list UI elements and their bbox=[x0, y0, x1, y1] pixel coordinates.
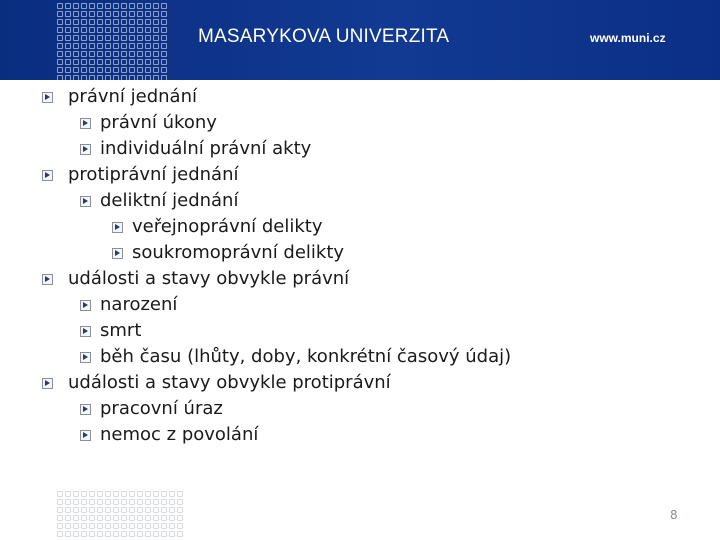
bullet-arrow-icon bbox=[80, 430, 91, 441]
list-item-text: narození bbox=[100, 294, 178, 315]
bullet-arrow-icon bbox=[42, 92, 53, 103]
bullet-arrow-icon bbox=[80, 326, 91, 337]
bullet-arrow-icon bbox=[80, 300, 91, 311]
page-number: 8 bbox=[670, 508, 678, 522]
list-item-text: události a stavy obvykle protiprávní bbox=[68, 372, 391, 393]
list-item-text: právní jednání bbox=[68, 86, 197, 107]
bullet-arrow-icon bbox=[80, 352, 91, 363]
list-item-text: deliktní jednání bbox=[100, 190, 239, 211]
list-item-text: běh času (lhůty, doby, konkrétní časový údaj) bbox=[100, 346, 512, 367]
bullet-arrow-icon bbox=[112, 248, 123, 259]
bullet-arrow-icon bbox=[42, 378, 53, 389]
decorative-dot-grid-icon bbox=[56, 2, 168, 80]
list-item-text: smrt bbox=[100, 320, 142, 341]
decorative-dot-grid-icon bbox=[56, 490, 184, 538]
website-url: www.muni.cz bbox=[590, 31, 666, 45]
list-item-text: individuální právní akty bbox=[100, 138, 312, 159]
bullet-arrow-icon bbox=[80, 196, 91, 207]
slide-header bbox=[0, 0, 720, 80]
university-name: MASARYKOVA UNIVERZITA bbox=[198, 26, 450, 47]
bullet-arrow-icon bbox=[80, 118, 91, 129]
list-item-text: události a stavy obvykle právní bbox=[68, 268, 350, 289]
bullet-arrow-icon bbox=[112, 222, 123, 233]
list-item-text: soukromoprávní delikty bbox=[132, 242, 345, 263]
list-item-text: nemoc z povolání bbox=[100, 424, 259, 445]
bullet-arrow-icon bbox=[80, 404, 91, 415]
bullet-arrow-icon bbox=[42, 170, 53, 181]
list-item-text: právní úkony bbox=[100, 112, 217, 133]
bullet-arrow-icon bbox=[42, 274, 53, 285]
bullet-arrow-icon bbox=[80, 144, 91, 155]
list-item-text: veřejnoprávní delikty bbox=[132, 216, 323, 237]
list-item-text: protiprávní jednání bbox=[68, 164, 239, 185]
list-item-text: pracovní úraz bbox=[100, 398, 223, 419]
